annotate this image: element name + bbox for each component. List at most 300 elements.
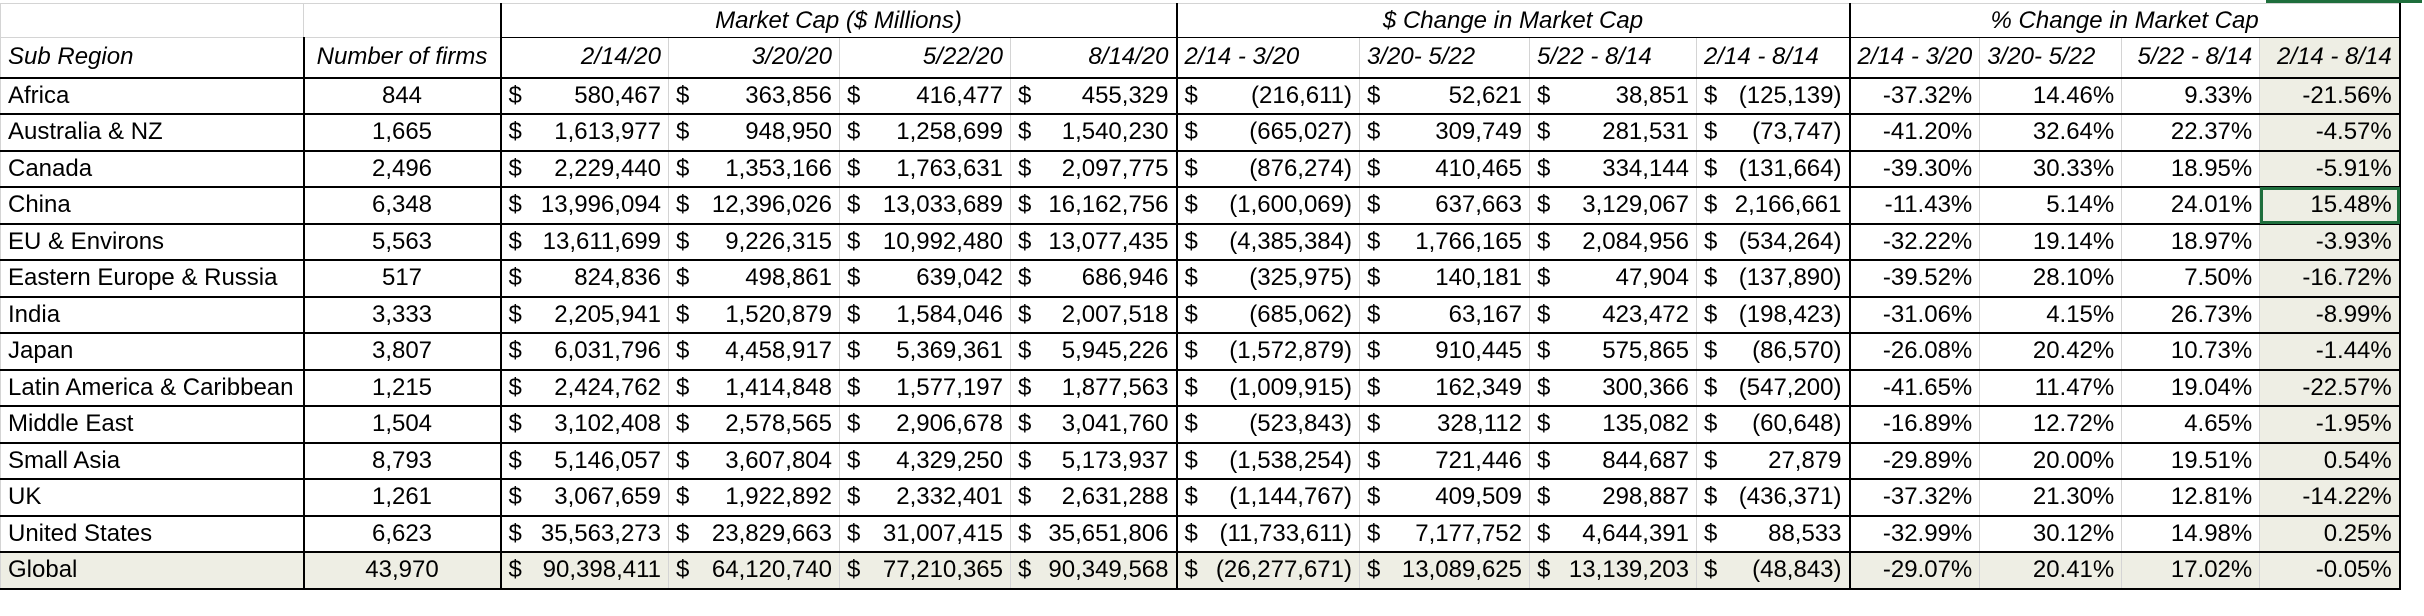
percent-cell[interactable]: -14.22% bbox=[2260, 479, 2400, 516]
money-cell[interactable] bbox=[840, 516, 1011, 553]
money-cell[interactable] bbox=[1011, 479, 1177, 516]
money-cell[interactable] bbox=[1177, 260, 1360, 297]
sub-region-cell[interactable]: China bbox=[1, 187, 304, 224]
cell-value: 363,856 bbox=[745, 81, 832, 109]
percent-cell[interactable]: 19.04% bbox=[2122, 370, 2260, 407]
percent-cell[interactable]: -16.72% bbox=[2260, 260, 2400, 297]
number-of-firms-cell[interactable]: 1,665 bbox=[304, 114, 501, 151]
cell-value: 298,887 bbox=[1602, 483, 1689, 511]
table-row bbox=[1, 406, 2400, 443]
money-cell[interactable] bbox=[1360, 187, 1530, 224]
percent-cell[interactable]: 20.00% bbox=[1980, 443, 2122, 480]
money-cell[interactable] bbox=[1011, 297, 1177, 334]
cell-value: 13,996,094 bbox=[540, 191, 661, 219]
cell-value: 1,877,563 bbox=[1061, 373, 1169, 401]
column-header-pc-4[interactable]: 2/14 - 8/14 bbox=[2260, 38, 2400, 78]
money-cell[interactable] bbox=[1697, 78, 1850, 115]
currency-symbol: $ bbox=[1367, 264, 1381, 292]
percent-cell[interactable]: 15.48% bbox=[2260, 187, 2400, 224]
number-of-firms-cell[interactable]: 1,504 bbox=[304, 406, 501, 443]
percent-cell[interactable]: -29.07% bbox=[1850, 552, 1980, 589]
money-cell[interactable] bbox=[669, 479, 840, 516]
currency-symbol: $ bbox=[1184, 264, 1198, 292]
money-cell[interactable] bbox=[840, 333, 1011, 370]
money-cell[interactable] bbox=[1177, 406, 1360, 443]
currency-symbol: $ bbox=[1018, 446, 1032, 474]
column-header-pc-1[interactable]: 2/14 - 3/20 bbox=[1850, 38, 1980, 78]
currency-symbol: $ bbox=[676, 264, 690, 292]
currency-symbol: $ bbox=[1704, 154, 1718, 182]
percent-cell[interactable]: 18.97% bbox=[2122, 224, 2260, 261]
currency-symbol: $ bbox=[847, 300, 861, 328]
money-cell[interactable] bbox=[1011, 260, 1177, 297]
money-cell[interactable] bbox=[501, 78, 669, 115]
percent-cell[interactable]: 7.50% bbox=[2122, 260, 2260, 297]
money-cell[interactable] bbox=[1011, 552, 1177, 589]
number-of-firms-cell[interactable]: 6,348 bbox=[304, 187, 501, 224]
percent-cell[interactable]: 20.41% bbox=[1980, 552, 2122, 589]
money-cell[interactable] bbox=[1011, 151, 1177, 188]
column-header-pc-3[interactable]: 5/22 - 8/14 bbox=[2122, 38, 2260, 78]
cell-value: 1,520,879 bbox=[725, 300, 832, 328]
money-cell[interactable] bbox=[669, 78, 840, 115]
percent-cell[interactable]: -21.56% bbox=[2260, 78, 2400, 115]
money-cell[interactable] bbox=[501, 224, 669, 261]
currency-symbol: $ bbox=[1704, 300, 1718, 328]
money-cell[interactable] bbox=[840, 406, 1011, 443]
percent-cell[interactable]: -0.05% bbox=[2260, 552, 2400, 589]
percent-cell[interactable]: 11.47% bbox=[1980, 370, 2122, 407]
cell-value: 9,226,315 bbox=[725, 227, 832, 255]
money-cell[interactable] bbox=[1697, 333, 1850, 370]
percent-cell[interactable]: -39.52% bbox=[1850, 260, 1980, 297]
column-header-mc-1[interactable]: 2/14/20 bbox=[501, 38, 669, 78]
percent-cell[interactable]: 20.42% bbox=[1980, 333, 2122, 370]
currency-symbol: $ bbox=[508, 410, 522, 438]
money-cell[interactable] bbox=[669, 260, 840, 297]
money-cell[interactable] bbox=[1530, 260, 1697, 297]
sub-region-cell[interactable]: Japan bbox=[1, 333, 304, 370]
money-cell[interactable] bbox=[840, 224, 1011, 261]
money-cell[interactable] bbox=[1011, 78, 1177, 115]
money-cell[interactable] bbox=[1360, 516, 1530, 553]
money-cell[interactable] bbox=[840, 151, 1011, 188]
currency-symbol: $ bbox=[508, 337, 522, 365]
money-cell[interactable] bbox=[1011, 224, 1177, 261]
money-cell[interactable] bbox=[1697, 406, 1850, 443]
percent-cell[interactable]: 17.02% bbox=[2122, 552, 2260, 589]
cell-value: 35,563,273 bbox=[540, 519, 661, 547]
number-of-firms-cell[interactable]: 844 bbox=[304, 78, 501, 115]
money-cell[interactable] bbox=[1177, 333, 1360, 370]
cell-value: (547,200) bbox=[1738, 373, 1842, 401]
currency-symbol: $ bbox=[1018, 81, 1032, 109]
cell-value: 1,540,230 bbox=[1061, 118, 1169, 146]
percent-cell[interactable]: 0.54% bbox=[2260, 443, 2400, 480]
money-cell[interactable] bbox=[1530, 151, 1697, 188]
currency-symbol: $ bbox=[508, 227, 522, 255]
money-cell[interactable] bbox=[1530, 333, 1697, 370]
percent-cell[interactable]: 28.10% bbox=[1980, 260, 2122, 297]
percent-cell[interactable]: 14.98% bbox=[2122, 516, 2260, 553]
percent-cell[interactable]: 9.33% bbox=[2122, 78, 2260, 115]
money-cell[interactable] bbox=[1177, 151, 1360, 188]
money-cell[interactable] bbox=[840, 443, 1011, 480]
percent-cell[interactable]: -1.44% bbox=[2260, 333, 2400, 370]
currency-symbol: $ bbox=[1704, 227, 1718, 255]
money-cell[interactable] bbox=[1360, 443, 1530, 480]
column-header-mc-3[interactable]: 5/22/20 bbox=[840, 38, 1011, 78]
percent-cell[interactable]: -16.89% bbox=[1850, 406, 1980, 443]
currency-symbol: $ bbox=[1184, 556, 1198, 584]
percent-cell[interactable]: -39.30% bbox=[1850, 151, 1980, 188]
cell-value: (73,747) bbox=[1752, 118, 1842, 146]
money-cell[interactable] bbox=[1177, 479, 1360, 516]
money-cell[interactable] bbox=[840, 114, 1011, 151]
money-cell[interactable] bbox=[669, 151, 840, 188]
money-cell[interactable] bbox=[501, 443, 669, 480]
money-cell[interactable] bbox=[1011, 114, 1177, 151]
sub-region-cell[interactable]: Africa bbox=[1, 78, 304, 115]
money-cell[interactable] bbox=[1360, 333, 1530, 370]
group-header-pct-change[interactable]: % Change in Market Cap bbox=[1850, 4, 2400, 38]
money-cell[interactable] bbox=[501, 333, 669, 370]
money-cell[interactable] bbox=[1011, 333, 1177, 370]
currency-symbol: $ bbox=[847, 483, 861, 511]
percent-cell[interactable]: 5.14% bbox=[1980, 187, 2122, 224]
money-cell[interactable] bbox=[1697, 552, 1850, 589]
percent-cell[interactable]: -5.91% bbox=[2260, 151, 2400, 188]
money-cell[interactable] bbox=[1360, 78, 1530, 115]
money-cell[interactable] bbox=[840, 187, 1011, 224]
cell-value: 1,922,892 bbox=[725, 483, 832, 511]
money-cell[interactable] bbox=[1530, 297, 1697, 334]
money-cell[interactable] bbox=[501, 297, 669, 334]
table-row bbox=[1, 260, 2400, 297]
money-cell[interactable] bbox=[1530, 224, 1697, 261]
money-cell[interactable] bbox=[1360, 479, 1530, 516]
percent-cell[interactable]: 30.33% bbox=[1980, 151, 2122, 188]
money-cell[interactable] bbox=[1530, 78, 1697, 115]
number-of-firms-cell[interactable]: 1,215 bbox=[304, 370, 501, 407]
percent-cell[interactable]: -31.06% bbox=[1850, 297, 1980, 334]
sub-region-cell[interactable]: Latin America & Caribbean bbox=[1, 370, 304, 407]
money-cell[interactable] bbox=[501, 260, 669, 297]
money-cell[interactable] bbox=[669, 370, 840, 407]
cell-value: 16,162,756 bbox=[1048, 191, 1169, 219]
number-of-firms-cell[interactable]: 3,807 bbox=[304, 333, 501, 370]
money-cell[interactable] bbox=[1177, 78, 1360, 115]
percent-cell[interactable]: 24.01% bbox=[2122, 187, 2260, 224]
table-row bbox=[1, 370, 2400, 407]
currency-symbol: $ bbox=[1018, 519, 1032, 547]
money-cell[interactable] bbox=[669, 516, 840, 553]
currency-symbol: $ bbox=[508, 191, 522, 219]
header-blank-cell[interactable] bbox=[1, 4, 304, 38]
money-cell[interactable] bbox=[1697, 516, 1850, 553]
money-cell[interactable] bbox=[1697, 187, 1850, 224]
cell-value: 409,509 bbox=[1435, 483, 1522, 511]
percent-cell[interactable]: -22.57% bbox=[2260, 370, 2400, 407]
cell-value: (685,062) bbox=[1249, 300, 1352, 328]
header-blank-cell[interactable] bbox=[304, 4, 501, 38]
percent-cell[interactable]: 12.72% bbox=[1980, 406, 2122, 443]
number-of-firms-cell[interactable]: 517 bbox=[304, 260, 501, 297]
currency-symbol: $ bbox=[676, 556, 690, 584]
money-cell[interactable] bbox=[1011, 187, 1177, 224]
money-cell[interactable] bbox=[501, 516, 669, 553]
percent-cell[interactable]: 10.73% bbox=[2122, 333, 2260, 370]
column-header-dc-4[interactable]: 2/14 - 8/14 bbox=[1697, 38, 1850, 78]
money-cell[interactable] bbox=[1530, 479, 1697, 516]
money-cell[interactable] bbox=[501, 370, 669, 407]
currency-symbol: $ bbox=[1704, 81, 1718, 109]
cell-value: 4,644,391 bbox=[1582, 519, 1689, 547]
percent-cell[interactable]: 22.37% bbox=[2122, 114, 2260, 151]
money-cell[interactable] bbox=[1530, 516, 1697, 553]
money-cell[interactable] bbox=[669, 552, 840, 589]
group-header-dollar-change[interactable]: $ Change in Market Cap bbox=[1177, 4, 1850, 38]
percent-cell[interactable]: 4.15% bbox=[1980, 297, 2122, 334]
currency-symbol: $ bbox=[1537, 446, 1551, 474]
currency-symbol: $ bbox=[676, 446, 690, 474]
cell-value: 910,445 bbox=[1435, 337, 1522, 365]
percent-cell[interactable]: 0.25% bbox=[2260, 516, 2400, 553]
money-cell[interactable] bbox=[1360, 114, 1530, 151]
money-cell[interactable] bbox=[669, 443, 840, 480]
money-cell[interactable] bbox=[501, 114, 669, 151]
sub-region-cell[interactable]: UK bbox=[1, 479, 304, 516]
currency-symbol: $ bbox=[847, 373, 861, 401]
currency-symbol: $ bbox=[847, 410, 861, 438]
currency-symbol: $ bbox=[508, 154, 522, 182]
percent-cell[interactable]: -26.08% bbox=[1850, 333, 1980, 370]
number-of-firms-cell[interactable]: 3,333 bbox=[304, 297, 501, 334]
money-cell[interactable] bbox=[1530, 406, 1697, 443]
money-cell[interactable] bbox=[669, 187, 840, 224]
cell-value: 27,879 bbox=[1768, 446, 1842, 474]
currency-symbol: $ bbox=[847, 556, 861, 584]
percent-cell[interactable]: -8.99% bbox=[2260, 297, 2400, 334]
money-cell[interactable] bbox=[1530, 552, 1697, 589]
percent-cell[interactable]: -3.93% bbox=[2260, 224, 2400, 261]
number-of-firms-cell[interactable]: 6,623 bbox=[304, 516, 501, 553]
column-header-number-of-firms[interactable]: Number of firms bbox=[304, 38, 501, 78]
money-cell[interactable] bbox=[1697, 370, 1850, 407]
money-cell[interactable] bbox=[840, 260, 1011, 297]
currency-symbol: $ bbox=[1537, 154, 1551, 182]
money-cell[interactable] bbox=[501, 479, 669, 516]
money-cell[interactable] bbox=[840, 370, 1011, 407]
money-cell[interactable] bbox=[1177, 552, 1360, 589]
currency-symbol: $ bbox=[1537, 519, 1551, 547]
percent-cell[interactable]: -41.65% bbox=[1850, 370, 1980, 407]
column-header-dc-3[interactable]: 5/22 - 8/14 bbox=[1530, 38, 1697, 78]
money-cell[interactable] bbox=[1011, 370, 1177, 407]
percent-cell[interactable]: 32.64% bbox=[1980, 114, 2122, 151]
money-cell[interactable] bbox=[1177, 187, 1360, 224]
currency-symbol: $ bbox=[676, 483, 690, 511]
cell-value: 5,369,361 bbox=[896, 337, 1003, 365]
money-cell[interactable] bbox=[1360, 297, 1530, 334]
currency-symbol: $ bbox=[1367, 410, 1381, 438]
cell-value: (131,664) bbox=[1738, 154, 1842, 182]
percent-cell[interactable]: -4.57% bbox=[2260, 114, 2400, 151]
sub-region-cell[interactable]: Middle East bbox=[1, 406, 304, 443]
money-cell[interactable] bbox=[1697, 479, 1850, 516]
money-cell[interactable] bbox=[1530, 187, 1697, 224]
money-cell[interactable] bbox=[1360, 224, 1530, 261]
cell-value: (665,027) bbox=[1249, 118, 1352, 146]
column-header-mc-4[interactable]: 8/14/20 bbox=[1011, 38, 1177, 78]
money-cell[interactable] bbox=[1177, 516, 1360, 553]
sub-region-cell[interactable]: India bbox=[1, 297, 304, 334]
sub-region-cell[interactable]: Global bbox=[1, 552, 304, 589]
money-cell[interactable] bbox=[1360, 552, 1530, 589]
table-row bbox=[1, 151, 2400, 188]
money-cell[interactable] bbox=[1697, 151, 1850, 188]
currency-symbol: $ bbox=[1537, 337, 1551, 365]
money-cell[interactable] bbox=[1530, 370, 1697, 407]
money-cell[interactable] bbox=[501, 151, 669, 188]
money-cell[interactable] bbox=[1360, 260, 1530, 297]
money-cell[interactable] bbox=[1697, 114, 1850, 151]
cell-value: 13,089,625 bbox=[1401, 556, 1522, 584]
cell-value: 52,621 bbox=[1448, 81, 1522, 109]
number-of-firms-cell[interactable]: 5,563 bbox=[304, 224, 501, 261]
money-cell[interactable] bbox=[840, 479, 1011, 516]
currency-symbol: $ bbox=[1367, 227, 1381, 255]
money-cell[interactable] bbox=[1697, 260, 1850, 297]
money-cell[interactable] bbox=[1697, 443, 1850, 480]
cell-value: 410,465 bbox=[1435, 154, 1522, 182]
percent-cell[interactable]: 19.51% bbox=[2122, 443, 2260, 480]
currency-symbol: $ bbox=[508, 556, 522, 584]
currency-symbol: $ bbox=[676, 118, 690, 146]
cell-value: 416,477 bbox=[916, 81, 1003, 109]
currency-symbol: $ bbox=[1018, 373, 1032, 401]
currency-symbol: $ bbox=[508, 81, 522, 109]
cell-value: 10,992,480 bbox=[882, 227, 1003, 255]
money-cell[interactable] bbox=[1177, 370, 1360, 407]
money-cell[interactable] bbox=[669, 224, 840, 261]
money-cell[interactable] bbox=[1530, 114, 1697, 151]
sub-region-cell[interactable]: Small Asia bbox=[1, 443, 304, 480]
cell-value: 2,205,941 bbox=[554, 300, 661, 328]
sub-region-cell[interactable]: EU & Environs bbox=[1, 224, 304, 261]
money-cell[interactable] bbox=[840, 297, 1011, 334]
money-cell[interactable] bbox=[501, 187, 669, 224]
cell-value: 2,229,440 bbox=[554, 154, 661, 182]
percent-cell[interactable]: 18.95% bbox=[2122, 151, 2260, 188]
sub-region-cell[interactable]: Australia & NZ bbox=[1, 114, 304, 151]
cell-value: 2,097,775 bbox=[1061, 154, 1169, 182]
sub-region-cell[interactable]: United States bbox=[1, 516, 304, 553]
number-of-firms-cell[interactable]: 8,793 bbox=[304, 443, 501, 480]
column-header-dc-2[interactable]: 3/20- 5/22 bbox=[1360, 38, 1530, 78]
percent-cell[interactable]: -29.89% bbox=[1850, 443, 1980, 480]
percent-cell[interactable]: 4.65% bbox=[2122, 406, 2260, 443]
money-cell[interactable] bbox=[1011, 516, 1177, 553]
percent-cell[interactable]: 19.14% bbox=[1980, 224, 2122, 261]
money-cell[interactable] bbox=[840, 78, 1011, 115]
currency-symbol: $ bbox=[676, 410, 690, 438]
money-cell[interactable] bbox=[1177, 443, 1360, 480]
percent-cell[interactable]: 26.73% bbox=[2122, 297, 2260, 334]
percent-cell[interactable]: -37.32% bbox=[1850, 479, 1980, 516]
money-cell[interactable] bbox=[501, 552, 669, 589]
money-cell[interactable] bbox=[669, 114, 840, 151]
money-cell[interactable] bbox=[669, 333, 840, 370]
column-header-dc-1[interactable]: 2/14 - 3/20 bbox=[1177, 38, 1360, 78]
money-cell[interactable] bbox=[669, 406, 840, 443]
money-cell[interactable] bbox=[1360, 406, 1530, 443]
sub-region-cell[interactable]: Eastern Europe & Russia bbox=[1, 260, 304, 297]
money-cell[interactable] bbox=[1697, 297, 1850, 334]
money-cell[interactable] bbox=[1697, 224, 1850, 261]
currency-symbol: $ bbox=[1367, 337, 1381, 365]
money-cell[interactable] bbox=[1360, 370, 1530, 407]
currency-symbol: $ bbox=[1367, 556, 1381, 584]
cell-value: 2,332,401 bbox=[896, 483, 1003, 511]
money-cell[interactable] bbox=[1530, 443, 1697, 480]
group-header-market-cap[interactable]: Market Cap ($ Millions) bbox=[501, 4, 1177, 38]
money-cell[interactable] bbox=[1360, 151, 1530, 188]
table-row bbox=[1, 479, 2400, 516]
column-header-mc-2[interactable]: 3/20/20 bbox=[669, 38, 840, 78]
percent-cell[interactable]: -1.95% bbox=[2260, 406, 2400, 443]
number-of-firms-cell[interactable]: 1,261 bbox=[304, 479, 501, 516]
number-of-firms-cell[interactable]: 2,496 bbox=[304, 151, 501, 188]
currency-symbol: $ bbox=[1537, 227, 1551, 255]
column-header-pc-2[interactable]: 3/20- 5/22 bbox=[1980, 38, 2122, 78]
cell-value: 13,077,435 bbox=[1048, 227, 1169, 255]
cell-value: 1,353,166 bbox=[725, 154, 832, 182]
percent-cell[interactable]: -32.22% bbox=[1850, 224, 1980, 261]
money-cell[interactable] bbox=[1177, 114, 1360, 151]
percent-cell[interactable]: -41.20% bbox=[1850, 114, 1980, 151]
currency-symbol: $ bbox=[1184, 373, 1198, 401]
money-cell[interactable] bbox=[1011, 406, 1177, 443]
currency-symbol: $ bbox=[1537, 191, 1551, 219]
percent-cell[interactable]: 30.12% bbox=[1980, 516, 2122, 553]
money-cell[interactable] bbox=[501, 406, 669, 443]
currency-symbol: $ bbox=[847, 118, 861, 146]
percent-cell[interactable]: 14.46% bbox=[1980, 78, 2122, 115]
currency-symbol: $ bbox=[1018, 264, 1032, 292]
money-cell[interactable] bbox=[1177, 224, 1360, 261]
percent-cell[interactable]: 21.30% bbox=[1980, 479, 2122, 516]
percent-cell[interactable]: -37.32% bbox=[1850, 78, 1980, 115]
cell-value: 140,181 bbox=[1435, 264, 1522, 292]
cell-value: 423,472 bbox=[1602, 300, 1689, 328]
cell-value: 35,651,806 bbox=[1048, 519, 1169, 547]
percent-cell[interactable]: 12.81% bbox=[2122, 479, 2260, 516]
currency-symbol: $ bbox=[1367, 300, 1381, 328]
table-row bbox=[1, 114, 2400, 151]
percent-cell[interactable]: -32.99% bbox=[1850, 516, 1980, 553]
cell-value: 13,033,689 bbox=[882, 191, 1003, 219]
cell-value: 1,577,197 bbox=[896, 373, 1003, 401]
column-header-sub-region[interactable]: Sub Region bbox=[1, 38, 304, 78]
money-cell[interactable] bbox=[1177, 297, 1360, 334]
number-of-firms-cell[interactable]: 43,970 bbox=[304, 552, 501, 589]
money-cell[interactable] bbox=[1011, 443, 1177, 480]
money-cell[interactable] bbox=[669, 297, 840, 334]
percent-cell[interactable]: -11.43% bbox=[1850, 187, 1980, 224]
money-cell[interactable] bbox=[840, 552, 1011, 589]
sub-region-cell[interactable]: Canada bbox=[1, 151, 304, 188]
